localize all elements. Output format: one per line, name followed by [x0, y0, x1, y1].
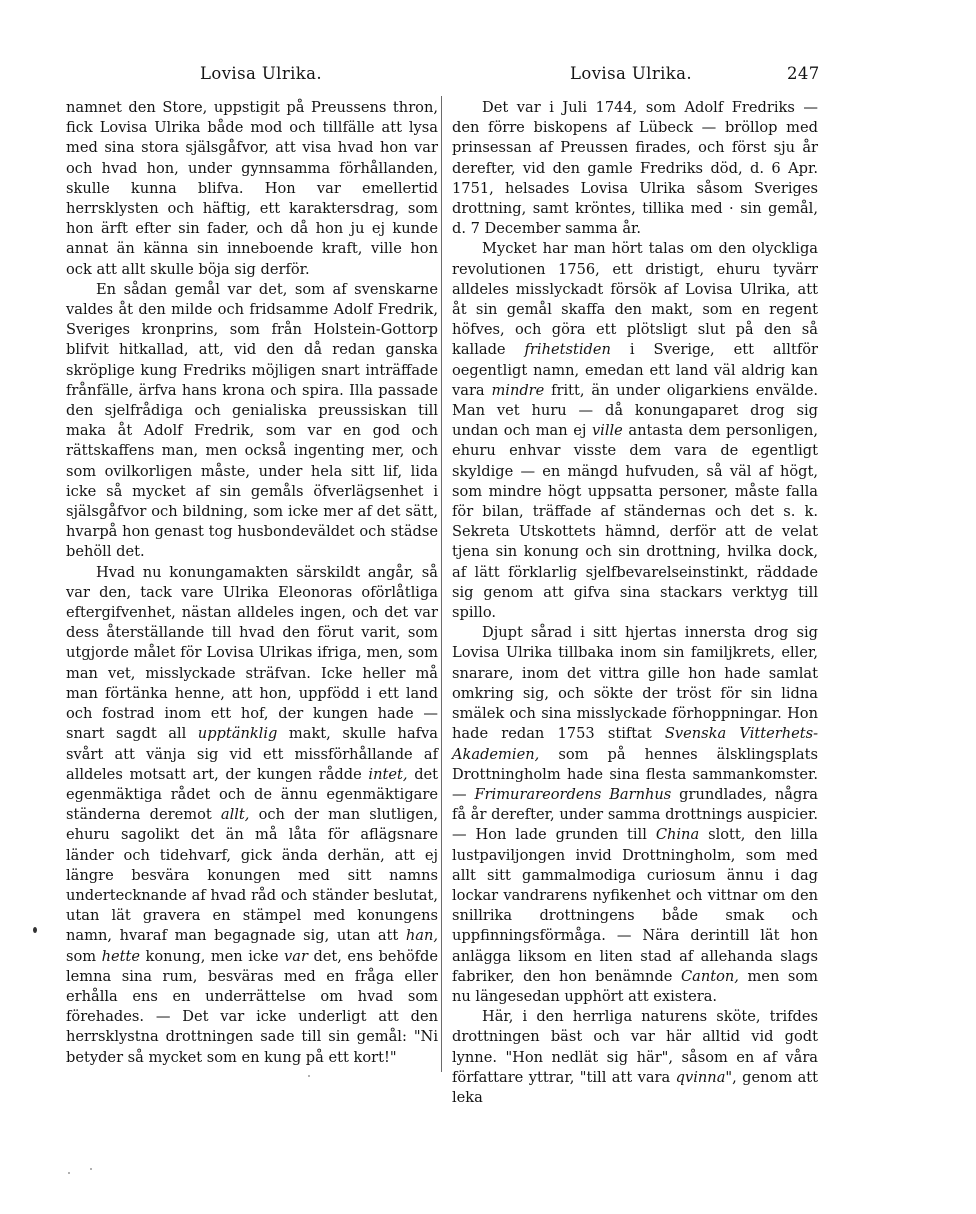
paragraph: Hvad nu konungamakten särskildt angår, så var den, tack vare Ulrika Eleonoras oförlåtliga eftergifvenhet, nästan alldeles ingen, och det var dess återställande till hvad den förut varit, som utgjorde målet för Lovisa Ulrikas ifriga, men, som man vet, misslyckade sträfvan. Icke heller må man förtänka henne, att hon, uppfödd i ett land och fostrad inom ett hof, der kungen hade — snart sagdt all upptänklig makt, skulle hafva svårt att vänja sig vid ett missförhållande af alldeles motsatt art, der kungen rådde intet, det egenmäktiga rådet och de ännu egenmäktigare ständerna deremot allt, och der man slutligen, ehuru sagolikt det än må låta för aflägsnare länder och tidehvarf, gick ända derhän, att ej längre besvära konungen med sitt namns undertecknande af hvad råd och ständer beslutat, utan lät gravera en stämpel med konungens namn, hvaraf man begagnade sig, utan att han, som hette konung, men icke var det, ens behöfde lemna sina rum, besväras med en fråga eller erhålla ens en underrättelse om hvad som förehades. — Det var icke underligt att den herrsklystna drottningen sade till sin gemål: "Ni betyder så mycket som en kung på ett kort!"	[66, 563, 439, 1066]
ink-speck	[68, 1172, 70, 1174]
ink-speck	[90, 1168, 92, 1170]
italic-text: Svenska Vitterhets-Akademien,	[452, 725, 819, 763]
paragraph: namnet den Store, uppstigit på Preussens thron, fick Lovisa Ulrika både mod och tillfälle att lysa med sina stora själsgåfvor, att visa hvad hon var och hvad hon, under gynnsamma förhållanden, skulle kunna blifva. Hon var emellertid herrsklysten och häftig, ett karaktersdrag, som hon ärft efter sin fader, och då hon ju ej kunde annat än känna sin inneboende kraft, ville hon ock att allt skulle böja sig derför.	[66, 99, 438, 278]
italic-text: qvinna	[675, 1068, 726, 1086]
italic-text: Canton,	[680, 967, 739, 985]
italic-text: upptänklig	[197, 725, 278, 743]
italic-text: frihetstiden	[524, 341, 611, 359]
paragraph: Djupt sårad i sitt hjertas innersta drog sig Lovisa Ulrika tillbaka inom sin familjkrets, eller, snarare, inom det vittra gille hon hade samlat omkring sig, och sökte der tröst för sin lidna smälek och sina misslyckade förhoppningar. Hon hade redan 1753 stiftat Svenska Vitterhets-Akademien, som på hennes älsklingsplats Drottningholm hade sina flesta sammankomster. — Frimurareordens Barnhus grundlades, några få år derefter, under samma drottnings auspicier. — Hon lade grunden till China slott, den lilla lustpaviljongen invid Drottningholm, som med allt sitt gammalmodiga curiosum ännu i dag lockar vandrarens nyfikenhet och vittnar om den snillrika drottningens både smak och uppfinningsförmåga. — Nära derintill lät hon anlägga liksom en liten stad af allehanda slags fabriker, den hon benämnde Canton, men som nu längesedan upphört att existera.	[452, 624, 819, 1005]
italic-text: hette	[101, 947, 141, 965]
italic-text: Frimurareordens Barnhus	[474, 785, 672, 803]
paragraph: Mycket har man hört talas om den olyckliga revolutionen 1756, ett dristigt, ehuru tyvärr alldeles misslyckadt försök af Lovisa Ulrika, att åt sin gemål skaffa den makt, som en regent höfves, och göra ett plötsligt slut på den så kallade frihetstiden i Sverige, ett alltför oegentligt namn, emedan ett land väl aldrig kan vara mindre fritt, än under oligarkiens envälde. Man vet huru — då konungaparet drog sig undan och man ej ville antasta dem personligen, ehuru enhvar visste dem vara de egentligt skyldige — en mängd hufvuden, så väl af högt, som mindre högt uppsatta personer, måste falla för bilan, träffade af ständernas och det s. k. Sekreta Utskottets hämnd, derför att de velat tjena sin konung och sin drottning, hvilka dock, af lätt förklarlig sjelfbevarelseinstinkt, räddade sig genom att gifva sina stackars verktyg till spillo.	[452, 240, 819, 622]
ink-speck	[308, 1075, 310, 1077]
ink-speck	[33, 927, 37, 933]
paragraph: Det var i Juli 1744, som Adolf Fredriks — den förre biskopens af Lübeck — bröllop med prinsessan af Preussen firades, och först sju år derefter, vid den gamle Fredriks död, d. 6 Apr. 1751, helsades Lovisa Ulrika såsom Sveriges drottning, samt kröntes, tillika med · sin gemål, d. 7 December samma år.	[452, 99, 818, 238]
right-running-header: Lovisa Ulrika.	[570, 64, 693, 83]
italic-text: China	[655, 826, 700, 844]
italic-text: intet,	[368, 765, 408, 783]
page-number: 247	[787, 64, 820, 83]
italic-text: allt,	[220, 806, 250, 824]
paragraph: En sådan gemål var det, som af svenskarne valdes åt den milde och fridsamme Adolf Fredrik, Sveriges kronprins, som från Holstein-Gottorp blifvit hitkallad, att, vid den då redan ganska skröplige kung Fredriks möjligen snart inträffade frånfälle, ärfva hans krona och spira. Illa passade den sjelfrådiga och genialiska preussiskan till maka åt Adolf Fredrik, som var en god och rättskaffens man, men också ingenting mer, och som ovilkorligen måste, under hela sitt lif, lida icke så mycket af sin gemåls öfverlägsenhet i själsgåfvor och bildning, som icke mer af det sätt, hvarpå hon genast tog husbondeväldet och städse behöll det.	[66, 280, 438, 561]
column-divider	[441, 96, 442, 1072]
italic-text: mindre	[491, 381, 545, 399]
italic-text: ville	[591, 422, 623, 440]
left-running-header: Lovisa Ulrika.	[200, 64, 323, 83]
left-column	[66, 98, 438, 1068]
paragraph: Här, i den herrliga naturens sköte, trifdes drottningen bäst och var här alltid vid godt lynne. "Hon nedlät sig här", såsom en af våra författare yttrar, "till att vara qvinna", genom att leka	[452, 1008, 818, 1106]
italic-text: han,	[405, 927, 438, 945]
right-column	[452, 98, 818, 1108]
italic-text: var	[284, 947, 308, 965]
